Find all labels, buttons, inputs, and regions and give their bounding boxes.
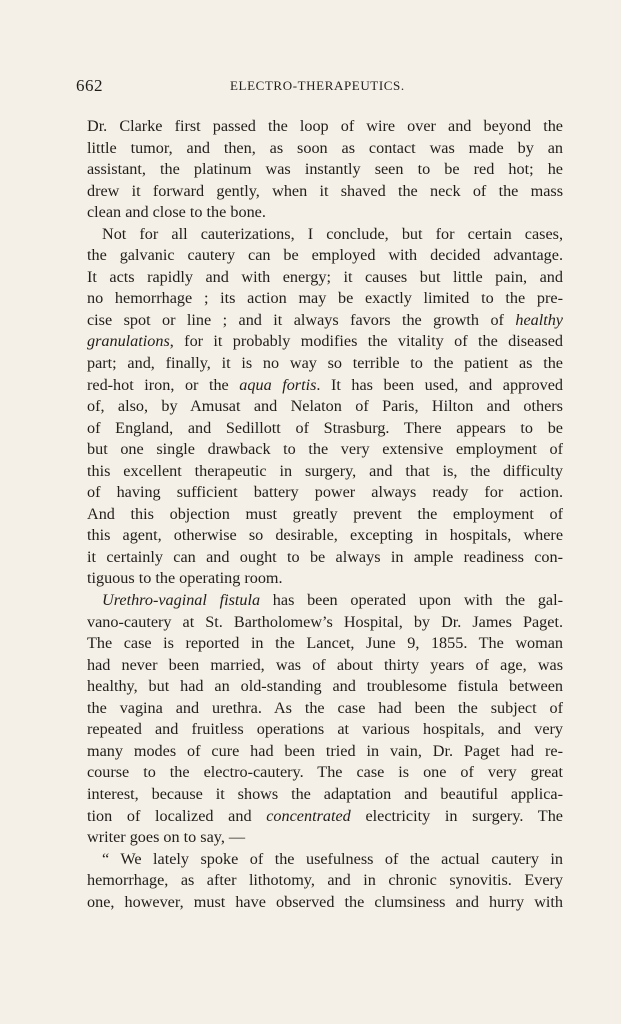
text-line bbox=[87, 461, 563, 483]
text-segment: of, also, by Amusat and Nelaton of Paris, Hilton and others bbox=[87, 397, 563, 416]
text-segment: but one single drawback to the very extensive employment of bbox=[87, 440, 563, 459]
text-line bbox=[87, 698, 563, 720]
text-segment: vano-cautery at St. Bartholomew’s Hospital, by Dr. James Paget. bbox=[87, 612, 563, 631]
text-segment: red-hot iron, or the bbox=[87, 375, 240, 394]
text-line bbox=[87, 375, 563, 397]
text-segment: tion of localized and bbox=[87, 806, 267, 825]
text-line bbox=[87, 504, 563, 526]
text-line bbox=[87, 331, 563, 353]
text-line bbox=[87, 310, 563, 332]
text-segment: And this objection must greatly prevent the employment of bbox=[87, 504, 563, 523]
text-segment: The case is reported in the Lancet, June 9, 1855. The woman bbox=[87, 634, 563, 653]
text-segment: clean and close to the bone. bbox=[87, 203, 266, 222]
italic-text: concentrated bbox=[266, 806, 351, 825]
text-segment: cise spot or line ; and it always favors the growth of bbox=[87, 310, 516, 329]
text-segment: of having sufficient battery power always ready for action. bbox=[87, 483, 563, 502]
text-segment: one, however, must have observed the clumsiness and hurry with bbox=[87, 892, 563, 911]
text-line bbox=[87, 353, 563, 375]
text-line bbox=[87, 676, 563, 698]
text-line bbox=[87, 525, 563, 547]
text-segment: the galvanic cautery can be employed with decided advantage. bbox=[87, 246, 563, 265]
text-line bbox=[87, 633, 563, 655]
text-line bbox=[87, 396, 563, 418]
text-line bbox=[87, 719, 563, 741]
text-line bbox=[87, 138, 563, 160]
text-segment: interest, because it shows the adaptation and beautiful applica- bbox=[87, 784, 563, 803]
text-line bbox=[87, 482, 563, 504]
text-line bbox=[87, 224, 563, 246]
text-segment: of England, and Sedillott of Strasburg. There appears to be bbox=[87, 418, 563, 437]
text-segment: hemorrhage, as after lithotomy, and in chronic synovitis. Every bbox=[87, 871, 563, 890]
text-segment: no hemorrhage ; its action may be exactly limited to the pre- bbox=[87, 289, 563, 308]
text-segment: healthy, but had an old-standing and troublesome fistula between bbox=[87, 677, 563, 696]
text-line bbox=[87, 159, 563, 181]
text-line bbox=[87, 762, 563, 784]
text-segment: It acts rapidly and with energy; it causes but little pain, and bbox=[87, 267, 563, 286]
text-line bbox=[87, 267, 563, 289]
text-line bbox=[87, 892, 563, 914]
page-number: 662 bbox=[76, 76, 103, 95]
text-segment: repeated and fruitless operations at various hospitals, and very bbox=[87, 720, 563, 739]
text-line bbox=[87, 245, 563, 267]
text-segment: tiguous to the operating room. bbox=[87, 569, 283, 588]
body-text bbox=[87, 116, 563, 913]
text-segment: had never been married, was of about thirty years of age, was bbox=[87, 655, 563, 674]
italic-text: aqua fortis bbox=[239, 375, 317, 394]
text-segment: many modes of cure had been tried in vain, Dr. Paget had re- bbox=[87, 741, 563, 760]
text-line bbox=[87, 612, 563, 634]
text-line bbox=[87, 741, 563, 763]
text-segment: Not for all cauterizations, I conclude, but for certain cases, bbox=[102, 224, 563, 243]
text-segment: . It has been used, and approved bbox=[316, 375, 564, 394]
text-line bbox=[87, 202, 563, 224]
text-line bbox=[87, 590, 563, 612]
page-header bbox=[76, 76, 562, 98]
text-segment: has been operated upon with the gal- bbox=[260, 591, 563, 610]
text-segment: this agent, otherwise so desirable, excepting in hospitals, where bbox=[87, 526, 563, 545]
italic-text: granulations bbox=[87, 332, 170, 351]
text-line bbox=[87, 784, 563, 806]
text-line bbox=[87, 849, 563, 871]
text-segment: electricity in surgery. The bbox=[350, 806, 563, 825]
text-line bbox=[87, 806, 563, 828]
text-line bbox=[87, 181, 563, 203]
text-line bbox=[87, 288, 563, 310]
text-segment: course to the electro-cautery. The case is one of very great bbox=[87, 763, 563, 782]
text-segment: writer goes on to say, — bbox=[87, 828, 246, 847]
text-segment: assistant, the platinum was instantly seen to be red hot; he bbox=[87, 160, 563, 179]
text-line bbox=[87, 827, 563, 849]
text-segment: this excellent therapeutic in surgery, and that is, the difficulty bbox=[87, 461, 563, 480]
text-line bbox=[87, 418, 563, 440]
text-line bbox=[87, 655, 563, 677]
italic-text: Urethro-vaginal fistula bbox=[102, 591, 261, 610]
text-segment: the vagina and urethra. As the case had been the subject of bbox=[87, 698, 563, 717]
text-segment: part; and, finally, it is no way so terrible to the patient as the bbox=[87, 354, 563, 373]
running-head: ELECTRO-THERAPEUTICS. bbox=[230, 78, 405, 93]
text-segment: it certainly can and ought to be always in ample readiness con- bbox=[87, 547, 563, 566]
text-segment: “ We lately spoke of the usefulness of the actual cautery in bbox=[102, 849, 563, 868]
text-segment: Dr. Clarke first passed the loop of wire over and beyond the bbox=[87, 117, 563, 135]
italic-text: healthy bbox=[515, 310, 563, 329]
text-segment: drew it forward gently, when it shaved the neck of the mass bbox=[87, 181, 563, 200]
text-line bbox=[87, 547, 563, 569]
text-line bbox=[87, 568, 563, 590]
text-line bbox=[87, 870, 563, 892]
text-line bbox=[87, 116, 563, 138]
text-segment: , for it probably modifies the vitality of the diseased bbox=[169, 332, 563, 351]
text-line bbox=[87, 439, 563, 461]
text-segment: little tumor, and then, as soon as contact was made by an bbox=[87, 138, 563, 157]
